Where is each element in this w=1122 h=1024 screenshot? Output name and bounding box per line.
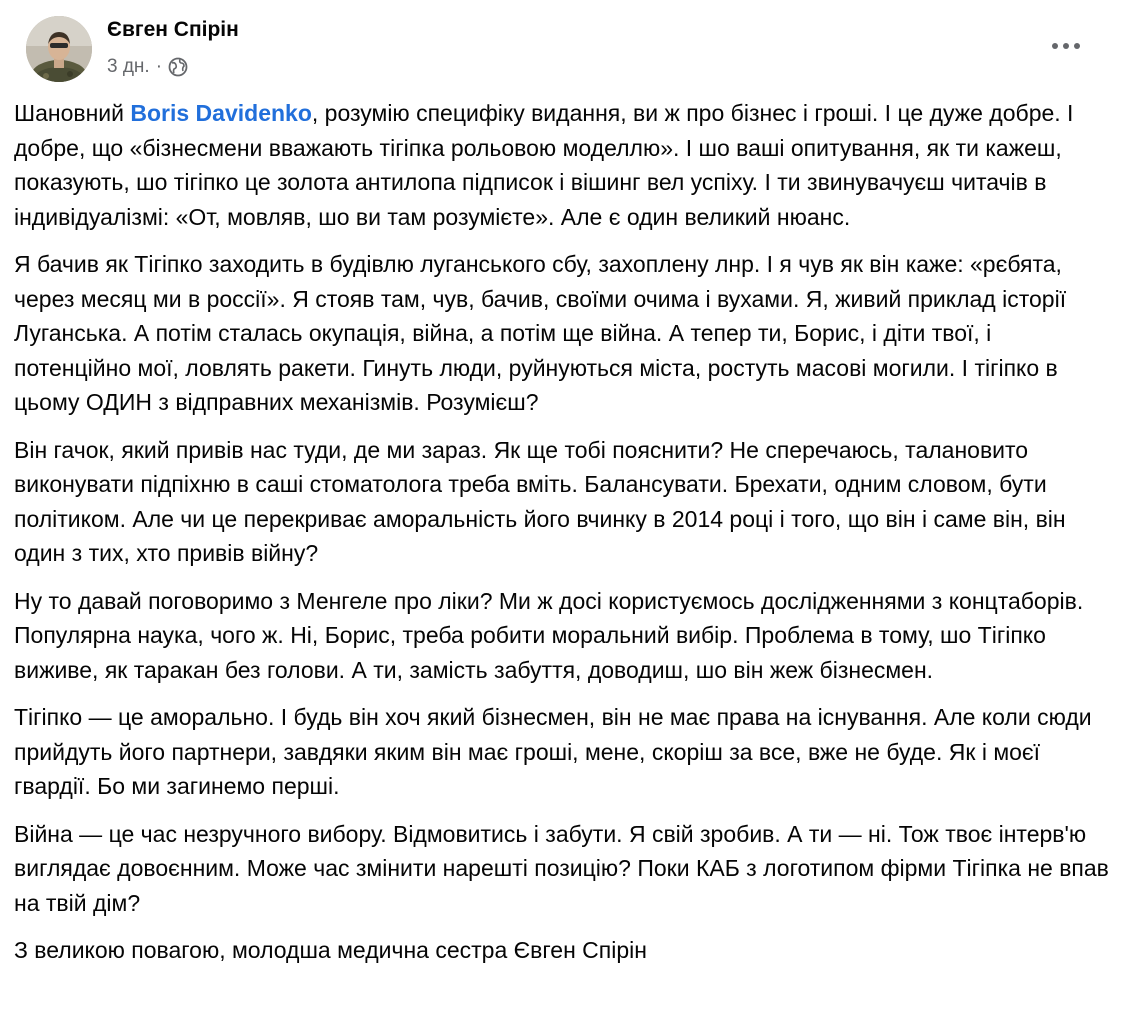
post-paragraph: Тігіпко — це аморально. І будь він хоч який бізнесмен, він не має права на існування. Але коли сюди прийдуть його партнери, завдяки яким він має гроші, мене, скоріш за все, вже не буде. Як і моєї гвардії. Бо ми загинемо перші. — [14, 704, 1092, 799]
more-horizontal-icon — [1052, 43, 1058, 49]
post-header — [14, 0, 1108, 96]
paragraph-text: , розумію специфіку видання, ви ж про бізнес і гроші. І це дуже добре. І добре, що «бізнесмени вважають тігіпка рольовою моделлю». І шо ваші опитування, як ти кажеш, показують, шо тігіпко це золота антилопа підписок і вішинг вел успіху. І ти звинувачуєш читачів в індивідуалізмі: «От, мовляв, шо ви там розумієте». Але є один великий нюанс. — [14, 100, 1074, 230]
author-name[interactable]: Євген Спірін — [107, 18, 239, 41]
meta-separator: · — [155, 56, 163, 77]
post-time[interactable]: 3 дн. — [107, 56, 150, 77]
post-paragraph: Він гачок, який привів нас туди, де ми зараз. Як ще тобі пояснити? Не сперечаюсь, талановито виконувати підпіхню в саші стоматолога треба вміть. Балансувати. Брехати, одним словом, бути політиком. Але чи це перекриває аморальність його вчинку в 2014 році і того, що він і саме він, він один з тих, хто привів війну? — [14, 436, 1066, 566]
post-paragraph — [14, 96, 1114, 234]
post-paragraph: Ну то давай поговоримо з Менгеле про ліки? Ми ж досі користуємось дослідженнями з концтаборів. Популярна наука, чого ж. Ні, Борис, треба робити моральний вибір. Проблема в тому, шо Тігіпко виживе, як таракан без голови. А ти, замість забуття, доводиш, шо він жеж бізнесмен. — [14, 587, 1084, 683]
more-horizontal-icon-dot — [1074, 43, 1080, 49]
more-options-button[interactable] — [1046, 28, 1086, 64]
post-paragraph: З великою повагою, молодша медична сестра Євген Спірін — [14, 937, 647, 963]
avatar-photo — [26, 16, 92, 82]
post-paragraph: Я бачив як Тігіпко заходить в будівлю луганського сбу, захоплену лнр. І я чув як він каже: «рєбята, через месяц ми в россії». Я стояв там, чув, бачив, своїми очима і вухами. Я, живий приклад історії Луганська. А потім сталась окупація, війна, а потім ще війна. А тепер ти, Борис, і діти твої, і потенційно мої, ловлять ракети. Гинуть люди, руйнуються міста, ростуть масові могили. І тігіпко в цьому ОДИН з відправних механізмів. Розумієш? — [14, 251, 1067, 415]
globe-icon[interactable] — [168, 57, 188, 77]
post-paragraph: Війна — це час незручного вибору. Відмовитись і забути. Я свій зробив. А ти — ні. Тож твоє інтерв'ю виглядає довоєнним. Може час змінити нарешті позицію? Поки КАБ з логотипом фірми Тігіпка не впав на твій дім? — [14, 820, 1109, 916]
post-meta — [107, 56, 188, 78]
mention-link[interactable]: Boris Davidenko — [130, 100, 312, 126]
avatar[interactable] — [26, 16, 92, 82]
more-horizontal-icon-dot — [1063, 43, 1069, 49]
paragraph-text: Шановний — [14, 100, 131, 126]
post-body — [14, 96, 1114, 981]
